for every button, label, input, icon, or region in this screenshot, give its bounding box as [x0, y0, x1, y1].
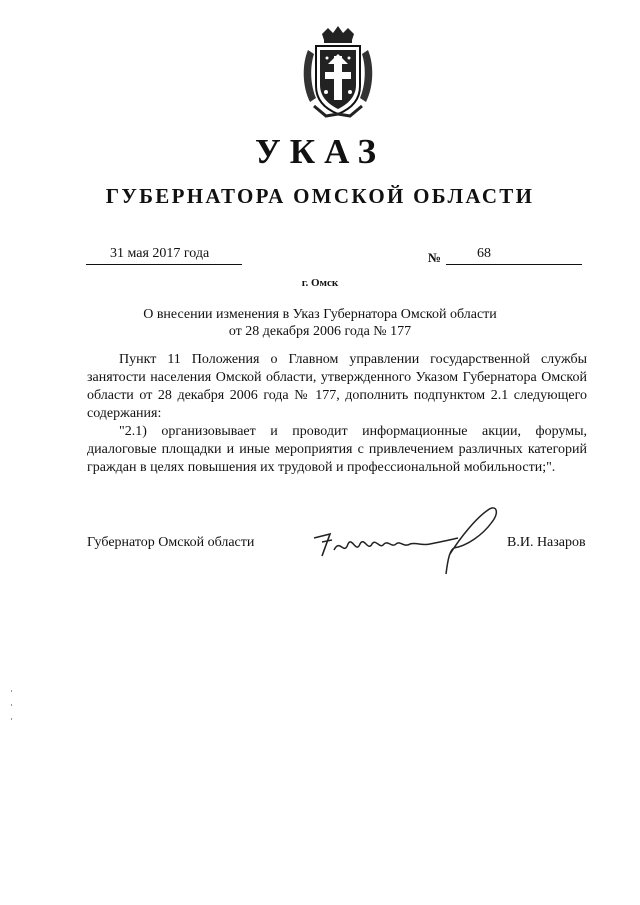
coat-of-arms-icon: [300, 24, 376, 122]
document-title-line-1: О внесении изменения в Указ Губернатора Омской области: [143, 307, 497, 322]
decree-date: 31 мая 2017 года: [110, 246, 210, 261]
document-title-line-2: от 28 декабря 2006 года № 177: [228, 324, 412, 339]
city: г. Омск: [301, 277, 339, 289]
decree-title: УКАЗ: [255, 132, 385, 171]
signatory-position: Губернатор Омской области: [87, 535, 255, 550]
decree-subtitle: ГУБЕРНАТОРА ОМСКОЙ ОБЛАСТИ: [105, 184, 535, 208]
document-body: [87, 351, 587, 477]
scan-mark: [11, 690, 12, 720]
document-title: [0, 306, 640, 340]
decree-number: 68: [477, 246, 491, 261]
signature-icon: [300, 498, 500, 578]
signatory-name: В.И. Назаров: [507, 535, 586, 550]
body-paragraph-2: "2.1) организовывает и проводит информационные акции, форумы, диалоговые площадки и иные мероприятия с привлечением различных категорий граждан в целях повышения их трудовой и профессиональной мобильности;".: [87, 424, 587, 475]
body-paragraph-1: Пункт 11 Положения о Главном управлении государственной службы занятости населения Омской области, утвержденного Указом Губернатора Омской области от 28 декабря 2006 года № 177, дополнить подпунктом 2.1 следующего содержания:: [87, 352, 587, 421]
number-underline: [446, 246, 582, 265]
number-label: №: [428, 250, 442, 265]
